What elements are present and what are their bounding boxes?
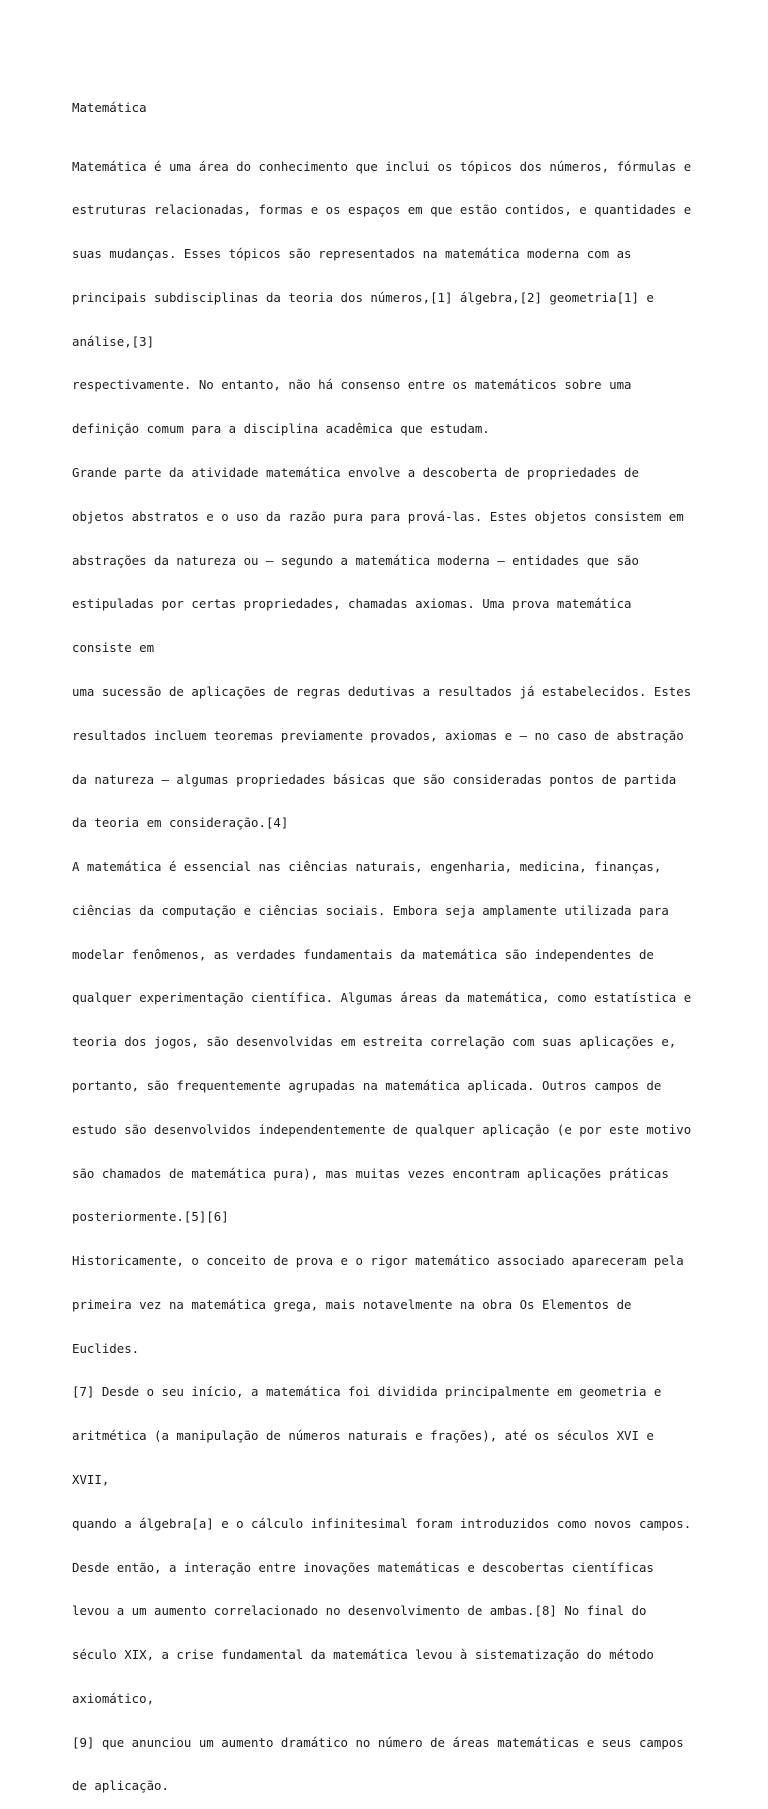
text-line: respectivamente. No entanto, não há consenso entre os matemáticos sobre uma: [72, 377, 632, 393]
text-line: estudo são desenvolvidos independentemente de qualquer aplicação (e por este motivo: [72, 1121, 692, 1137]
text-line: A matemática é essencial nas ciências naturais, engenharia, medicina, finanças,: [72, 859, 662, 875]
text-line: primeira vez na matemática grega, mais notavelmente na obra Os Elementos de: [72, 1296, 632, 1312]
text-line: Matemática é uma área do conhecimento que inclui os tópicos dos números, fórmulas e: [72, 158, 692, 174]
text-line: modelar fenômenos, as verdades fundamentais da matemática são independentes de: [72, 946, 654, 962]
text-line: estipuladas por certas propriedades, chamadas axiomas. Uma prova matemática: [72, 596, 632, 612]
text-line: [9] que anunciou um aumento dramático no número de áreas matemáticas e seus campos: [72, 1734, 684, 1750]
text-line: ciências da computação e ciências sociais. Embora seja amplamente utilizada para: [72, 902, 669, 918]
text-line: Grande parte da atividade matemática envolve a descoberta de propriedades de: [72, 465, 639, 481]
text-line: resultados incluem teoremas previamente provados, axiomas e — no caso de abstração: [72, 727, 684, 743]
text-line: teoria dos jogos, são desenvolvidas em estreita correlação com suas aplicações e,: [72, 1034, 677, 1050]
text-line: axiomático,: [72, 1690, 155, 1706]
text-line: levou a um aumento correlacionado no desenvolvimento de ambas.[8] No final do: [72, 1603, 647, 1619]
text-line: são chamados de matemática pura), mas muitas vezes encontram aplicações práticas: [72, 1165, 669, 1181]
document-title: Matemática: [72, 100, 147, 116]
text-line: qualquer experimentação científica. Algumas áreas da matemática, como estatística e: [72, 990, 692, 1006]
document-page: [72, 72, 712, 1809]
text-line: Historicamente, o conceito de prova e o rigor matemático associado apareceram pela: [72, 1253, 684, 1269]
text-line: posteriormente.[5][6]: [72, 1209, 229, 1225]
text-line: quando a álgebra[a] e o cálculo infinitesimal foram introduzidos como novos campos.: [72, 1515, 692, 1531]
text-line: século XIX, a crise fundamental da matemática levou à sistematização do método: [72, 1647, 654, 1663]
text-line: objetos abstratos e o uso da razão pura para prová-las. Estes objetos consistem em: [72, 508, 684, 524]
text-line: consiste em: [72, 640, 155, 656]
text-line: de aplicação.: [72, 1778, 169, 1794]
text-line: abstrações da natureza ou — segundo a matemática moderna — entidades que são: [72, 552, 639, 568]
text-line: uma sucessão de aplicações de regras dedutivas a resultados já estabelecidos. Estes: [72, 683, 692, 699]
text-line: Euclides.: [72, 1340, 140, 1356]
text-line: da natureza — algumas propriedades básicas que são consideradas pontos de partida: [72, 771, 677, 787]
text-line: XVII,: [72, 1472, 110, 1487]
text-line: [7] Desde o seu início, a matemática foi dividida principalmente em geometria e: [72, 1384, 662, 1400]
text-line: suas mudanças. Esses tópicos são representados na matemática moderna com as: [72, 246, 632, 262]
text-line: portanto, são frequentemente agrupadas na matemática aplicada. Outros campos de: [72, 1077, 662, 1093]
text-line: estruturas relacionadas, formas e os espaços em que estão contidos, e quantidades e: [72, 202, 692, 218]
text-line: da teoria em consideração.[4]: [72, 815, 289, 831]
text-line: análise,[3]: [72, 333, 155, 349]
text-line: Desde então, a interação entre inovações matemáticas e descobertas científicas: [72, 1559, 654, 1575]
text-line: principais subdisciplinas da teoria dos números,[1] álgebra,[2] geometria[1] e: [72, 289, 654, 305]
text-line: definição comum para a disciplina acadêmica que estudam.: [72, 421, 490, 437]
text-line: aritmética (a manipulação de números naturais e frações), até os séculos XVI e: [72, 1428, 654, 1444]
